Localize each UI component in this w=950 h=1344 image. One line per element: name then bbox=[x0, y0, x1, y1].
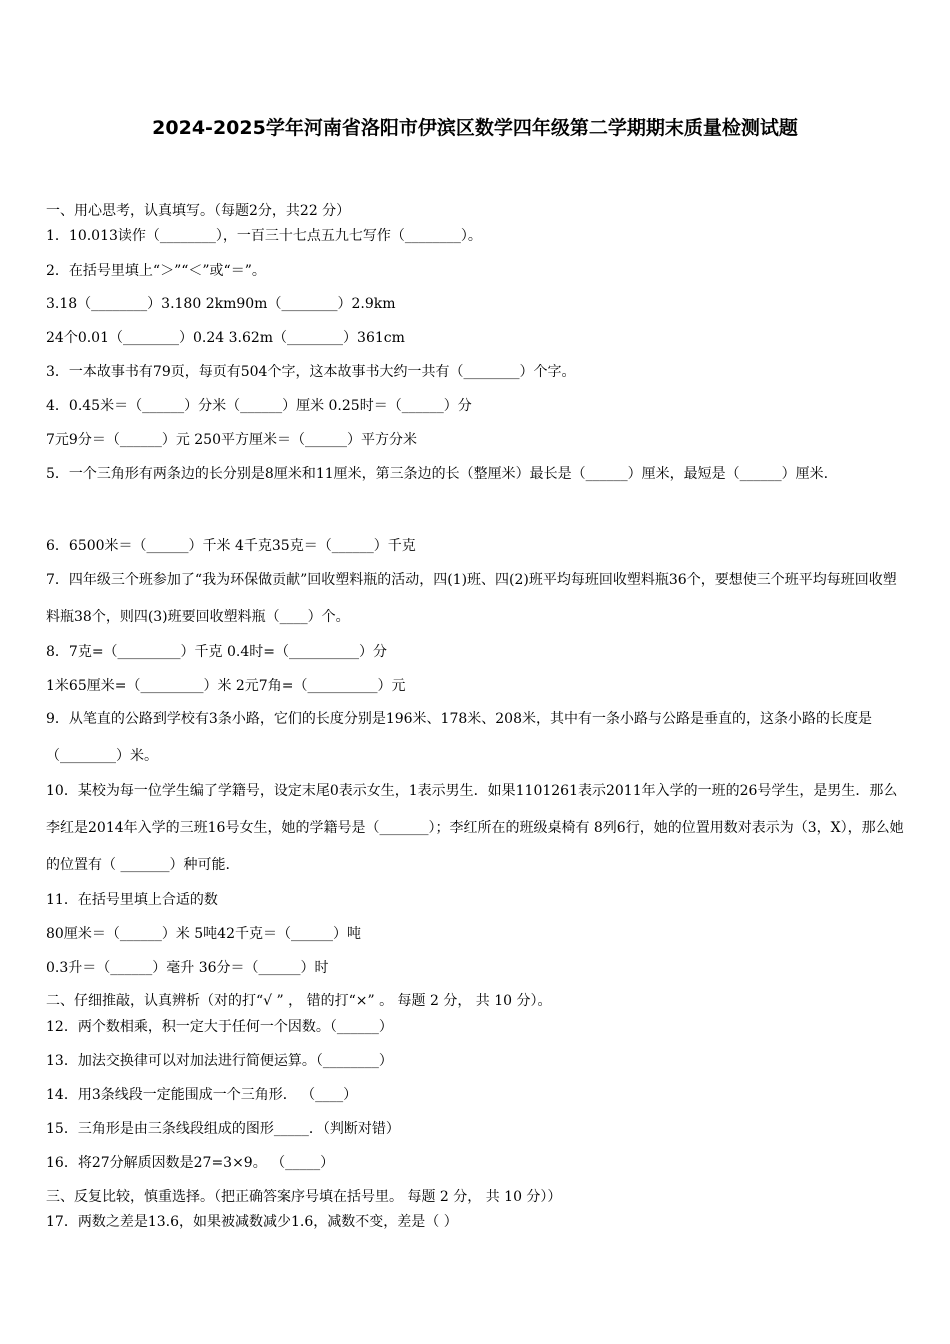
question-6: 6．6500米＝（______）千米 4千克35克＝（______）千克 bbox=[46, 538, 416, 554]
question-17: 17．两数之差是13.6，如果被减数减少1.6，减数不变，差是（ ） bbox=[46, 1214, 458, 1230]
question-11-row-2: 0.3升＝（______）毫升 36分＝（______）时 bbox=[46, 960, 329, 976]
question-14: 14．用3条线段一定能围成一个三角形． （____） bbox=[46, 1087, 358, 1103]
question-12: 12．两个数相乘，积一定大于任何一个因数。（______） bbox=[46, 1019, 393, 1035]
question-2: 2．在括号里填上“＞”“＜”或“＝”。 bbox=[46, 263, 266, 279]
question-1: 1．10.013读作（________），一百三十七点五九七写作（________）。 bbox=[46, 228, 482, 244]
question-4: 4．0.45米＝（______）分米（______）厘米 0.25时＝（______）分 bbox=[46, 398, 472, 414]
question-11-row-1: 80厘米＝（______）米 5吨42千克＝（______）吨 bbox=[46, 926, 361, 942]
question-15: 15．三角形是由三条线段组成的图形_____．（判断对错） bbox=[46, 1121, 400, 1137]
question-7: 7．四年级三个班参加了“我为环保做贡献”回收塑料瓶的活动，四(1)班、四(2)班平均每班回收塑料瓶36个，要想使三个班平均每班回收塑料瓶38个，则四(3)班要回收塑料瓶（____）个。 bbox=[46, 572, 897, 625]
question-3: 3．一本故事书有79页，每页有504个字，这本故事书大约一共有（________）个字。 bbox=[46, 364, 576, 380]
question-5: 5．一个三角形有两条边的长分别是8厘米和11厘米，第三条边的长（整厘米）最长是（______）厘米，最短是（______）厘米. bbox=[46, 466, 829, 482]
question-9: 9．从笔直的公路到学校有3条小路，它们的长度分别是196米、178米、208米，其中有一条小路与公路是垂直的，这条小路的长度是（________）米。 bbox=[46, 711, 872, 764]
question-8-row-2: 1米65厘米=（_________）米 2元7角=（__________）元 bbox=[46, 678, 406, 694]
page-title: 2024-2025学年河南省洛阳市伊滨区数学四年级第二学期期末质量检测试题 bbox=[152, 117, 798, 139]
section-3-heading: 三、反复比较，慎重选择。（把正确答案序号填在括号里。 每题 2 分， 共 10 分）） bbox=[46, 1189, 562, 1205]
question-2-row-1: 3.18（________）3.180 2km90m（________）2.9km bbox=[46, 296, 396, 312]
question-10: 10．某校为每一位学生编了学籍号，设定末尾0表示女生，1表示男生．如果1101261表示2011年入学的一班的26号学生，是男生．那么李红是2014年入学的三班16号女生，她的学籍号是（_______）；李红所在的班级桌椅有 8列6行，她的位置用数对表示为（3，X），那么她的位置有（ _______）种可能. bbox=[46, 783, 904, 873]
section-2-heading: 二、仔细推敲，认真辨析（对的打“√ ” ， 错的打“×” 。 每题 2 分， 共 10 分）。 bbox=[46, 993, 552, 1009]
question-13: 13．加法交换律可以对加法进行简便运算。（________） bbox=[46, 1053, 393, 1069]
question-8: 8．7克=（_________）千克 0.4时=（__________）分 bbox=[46, 644, 387, 660]
section-1-heading: 一、用心思考，认真填写。（每题2分，共22 分） bbox=[46, 203, 351, 219]
question-16: 16．将27分解质因数是27=3×9。 （_____） bbox=[46, 1155, 335, 1171]
question-11: 11．在括号里填上合适的数 bbox=[46, 892, 218, 908]
question-2-row-2: 24个0.01（________）0.24 3.62m（________）361cm bbox=[46, 330, 405, 346]
question-4-row-2: 7元9分＝（______）元 250平方厘米＝（______）平方分米 bbox=[46, 432, 417, 448]
